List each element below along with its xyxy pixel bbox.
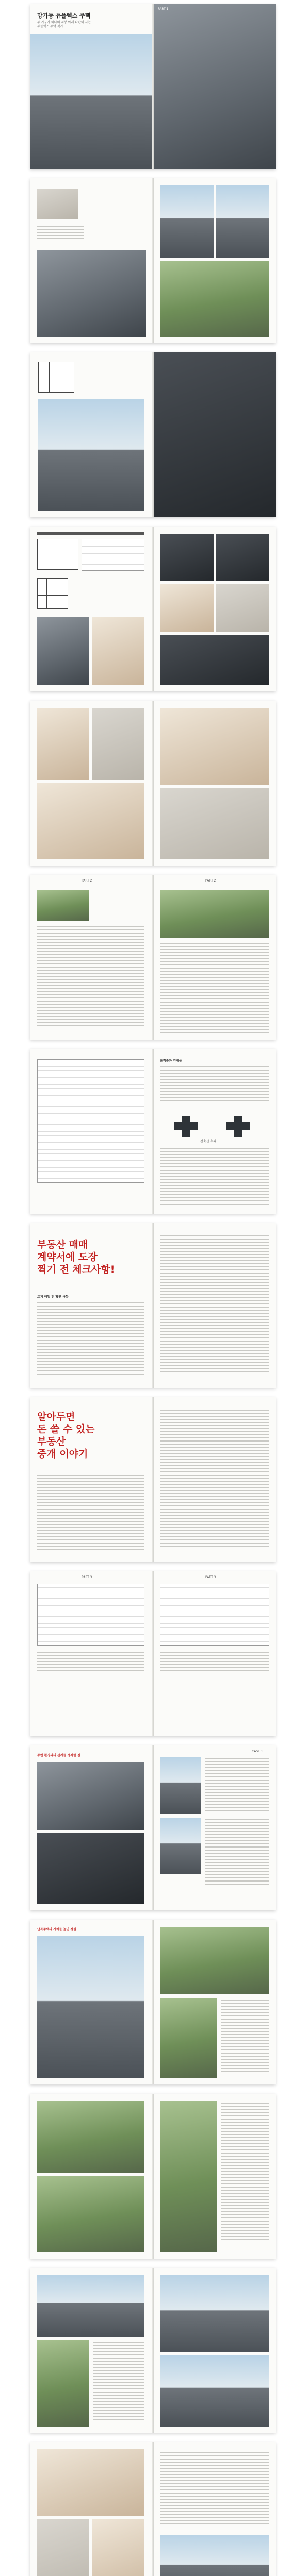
chapter-tag: PART 1 [158, 7, 169, 11]
house-photo [38, 399, 144, 511]
floor-plan-2 [37, 578, 68, 609]
stair-detail-photo [160, 788, 269, 859]
body-text [221, 2000, 269, 2074]
garden-detail-photo [160, 1998, 217, 2078]
spread-9 [30, 1397, 276, 1562]
facade-detail-photo [154, 352, 276, 517]
hall-photo [160, 635, 269, 685]
interior-living-photo [37, 708, 89, 780]
kitchen-island-photo [160, 708, 269, 785]
spread-2 [30, 178, 276, 343]
page-5-left [30, 701, 152, 866]
text-block [37, 226, 84, 241]
body-text [205, 1758, 269, 1814]
shop-front-photo [37, 1833, 144, 1904]
exterior-evening-photo [160, 2535, 269, 2576]
chapter-title-line-2: 돈 쓸 수 있는 [37, 1423, 95, 1435]
interior-photo-2 [92, 617, 144, 685]
running-header: PART 2 [82, 879, 92, 883]
spread-13 [30, 2094, 276, 2259]
body-text-2 [160, 1148, 269, 1207]
body-text-2 [205, 1819, 269, 1887]
body-text [160, 1235, 269, 1375]
page-12-left [30, 1920, 152, 2084]
running-header: PART 2 [205, 879, 216, 883]
page-header-bar [37, 532, 144, 535]
page-8-right [154, 1223, 276, 1388]
garden-photo [160, 1927, 269, 1994]
case-label: CASE 1 [252, 1750, 263, 1753]
courtyard-photo [37, 2340, 89, 2427]
green-roof-photo [37, 890, 89, 921]
page-4-right [154, 527, 276, 691]
page-6-left [30, 875, 152, 1040]
spread-8 [30, 1223, 276, 1388]
bath-photo [216, 584, 269, 632]
page-10-right [154, 1571, 276, 1736]
chapter-title-line-1: 알아두면 [37, 1411, 75, 1422]
chapter-title-line-3: 부동산 [37, 1436, 66, 1447]
running-header: PART 3 [205, 1575, 216, 1579]
setback-diagram-2 [226, 1116, 250, 1137]
rooftop-photo [37, 2101, 144, 2173]
body-text [160, 1066, 269, 1104]
page-7-right [154, 1049, 276, 1214]
subhead: 토지 매입 전 확인 사항 [37, 1295, 69, 1299]
body-text [37, 1475, 144, 1552]
page-13-right [154, 2094, 276, 2259]
page-3-left [30, 352, 152, 517]
kitchen-photo [160, 584, 214, 632]
corner-photo [160, 185, 214, 258]
spread-12 [30, 1920, 276, 2084]
page-13-left [30, 2094, 152, 2259]
elevation-drawing [37, 189, 78, 219]
page-8-left [30, 1223, 152, 1388]
chapter-title-line-1: 부동산 매매 [37, 1239, 88, 1250]
deck-photo [92, 2519, 144, 2576]
running-header: PART 3 [82, 1575, 92, 1579]
house-exterior-photo [30, 34, 152, 169]
chapter-title-line-2: 계약서에 도장 [37, 1251, 98, 1263]
spread-4 [30, 527, 276, 691]
form-table [160, 1584, 269, 1646]
house-facade-photo [154, 4, 276, 169]
chapter-title-line-3: 찍기 전 체크사항! [37, 1264, 115, 1275]
page-3-right [154, 352, 276, 517]
page-4-left [30, 527, 152, 691]
spec-table [82, 539, 144, 571]
diagram-note: 건축선 후퇴 [200, 1140, 216, 1143]
intro-line-2: 듀플렉스 주택 짓기 [37, 25, 63, 28]
body-text [37, 1652, 144, 1673]
interior-hall-photo [37, 2449, 144, 2516]
case-caption: 주변 환경과의 관계를 생각한 집 [37, 1754, 80, 1757]
intro-line-1: 두 가구가 하나의 지붕 아래 나란히 사는 [37, 21, 91, 24]
site-plan [37, 539, 78, 570]
aerial-photo [160, 890, 269, 938]
page-1-left [30, 4, 152, 169]
page-7-left [30, 1049, 152, 1214]
city-view-photo [37, 1936, 144, 2078]
contract-table [37, 1584, 144, 1646]
page-9-right [154, 1397, 276, 1562]
body-text [160, 2452, 269, 2527]
page-14-right [154, 2268, 276, 2433]
planting-photo [160, 2101, 217, 2252]
spread-5 [30, 701, 276, 866]
neighborhood-photo [37, 2275, 144, 2337]
page-15-left [30, 2442, 152, 2576]
body-text [93, 2342, 144, 2422]
entrance-photo [216, 185, 269, 258]
setback-diagram [174, 1116, 198, 1137]
spread-11 [30, 1745, 276, 1910]
yard-photo [160, 261, 269, 337]
dining-photo [37, 783, 144, 859]
house-photo-a [160, 1757, 201, 1814]
section-heading: 용적률과 건폐율 [160, 1059, 182, 1063]
page-11-right [154, 1745, 276, 1910]
body-text [160, 1410, 269, 1549]
aerial-garden-photo [37, 2176, 144, 2252]
page-1-right [154, 4, 276, 169]
stair-photo [160, 534, 214, 581]
house-photo-b [160, 1818, 201, 1874]
page-12-right [154, 1920, 276, 2084]
room-photo [216, 534, 269, 581]
page-9-left [30, 1397, 152, 1562]
regulation-table [37, 1059, 144, 1183]
window-photo [37, 2519, 89, 2576]
page-14-left [30, 2268, 152, 2433]
house-row-photo [160, 2355, 269, 2427]
page-11-left [30, 1745, 152, 1910]
street-house-photo [37, 1762, 144, 1830]
spread-7 [30, 1049, 276, 1214]
floor-plan [38, 362, 74, 393]
spread-6 [30, 875, 276, 1040]
spread-10 [30, 1571, 276, 1736]
spread-14 [30, 2268, 276, 2433]
body-text [37, 1302, 144, 1377]
page-6-right [154, 875, 276, 1040]
chapter-title-line-4: 중개 이야기 [37, 1448, 88, 1460]
spread-1 [30, 4, 276, 169]
page-2-left [30, 178, 152, 343]
villa-photo [160, 2275, 269, 2352]
interior-photo [37, 617, 89, 685]
page-15-right [154, 2442, 276, 2576]
interior-room-photo [92, 708, 144, 780]
spread-3 [30, 352, 276, 517]
body-text [221, 2103, 269, 2242]
page-title: 망가동 듀플렉스 주택 [37, 12, 91, 19]
body-text [160, 943, 269, 1036]
street-view-photo [37, 250, 146, 337]
page-10-left [30, 1571, 152, 1736]
body-text [37, 926, 144, 1028]
page-5-right [154, 701, 276, 866]
case-caption: 단독주택의 가치를 높인 정원 [37, 1928, 76, 1931]
spread-15 [30, 2442, 276, 2576]
page-2-right [154, 178, 276, 343]
body-text [160, 1652, 269, 1673]
